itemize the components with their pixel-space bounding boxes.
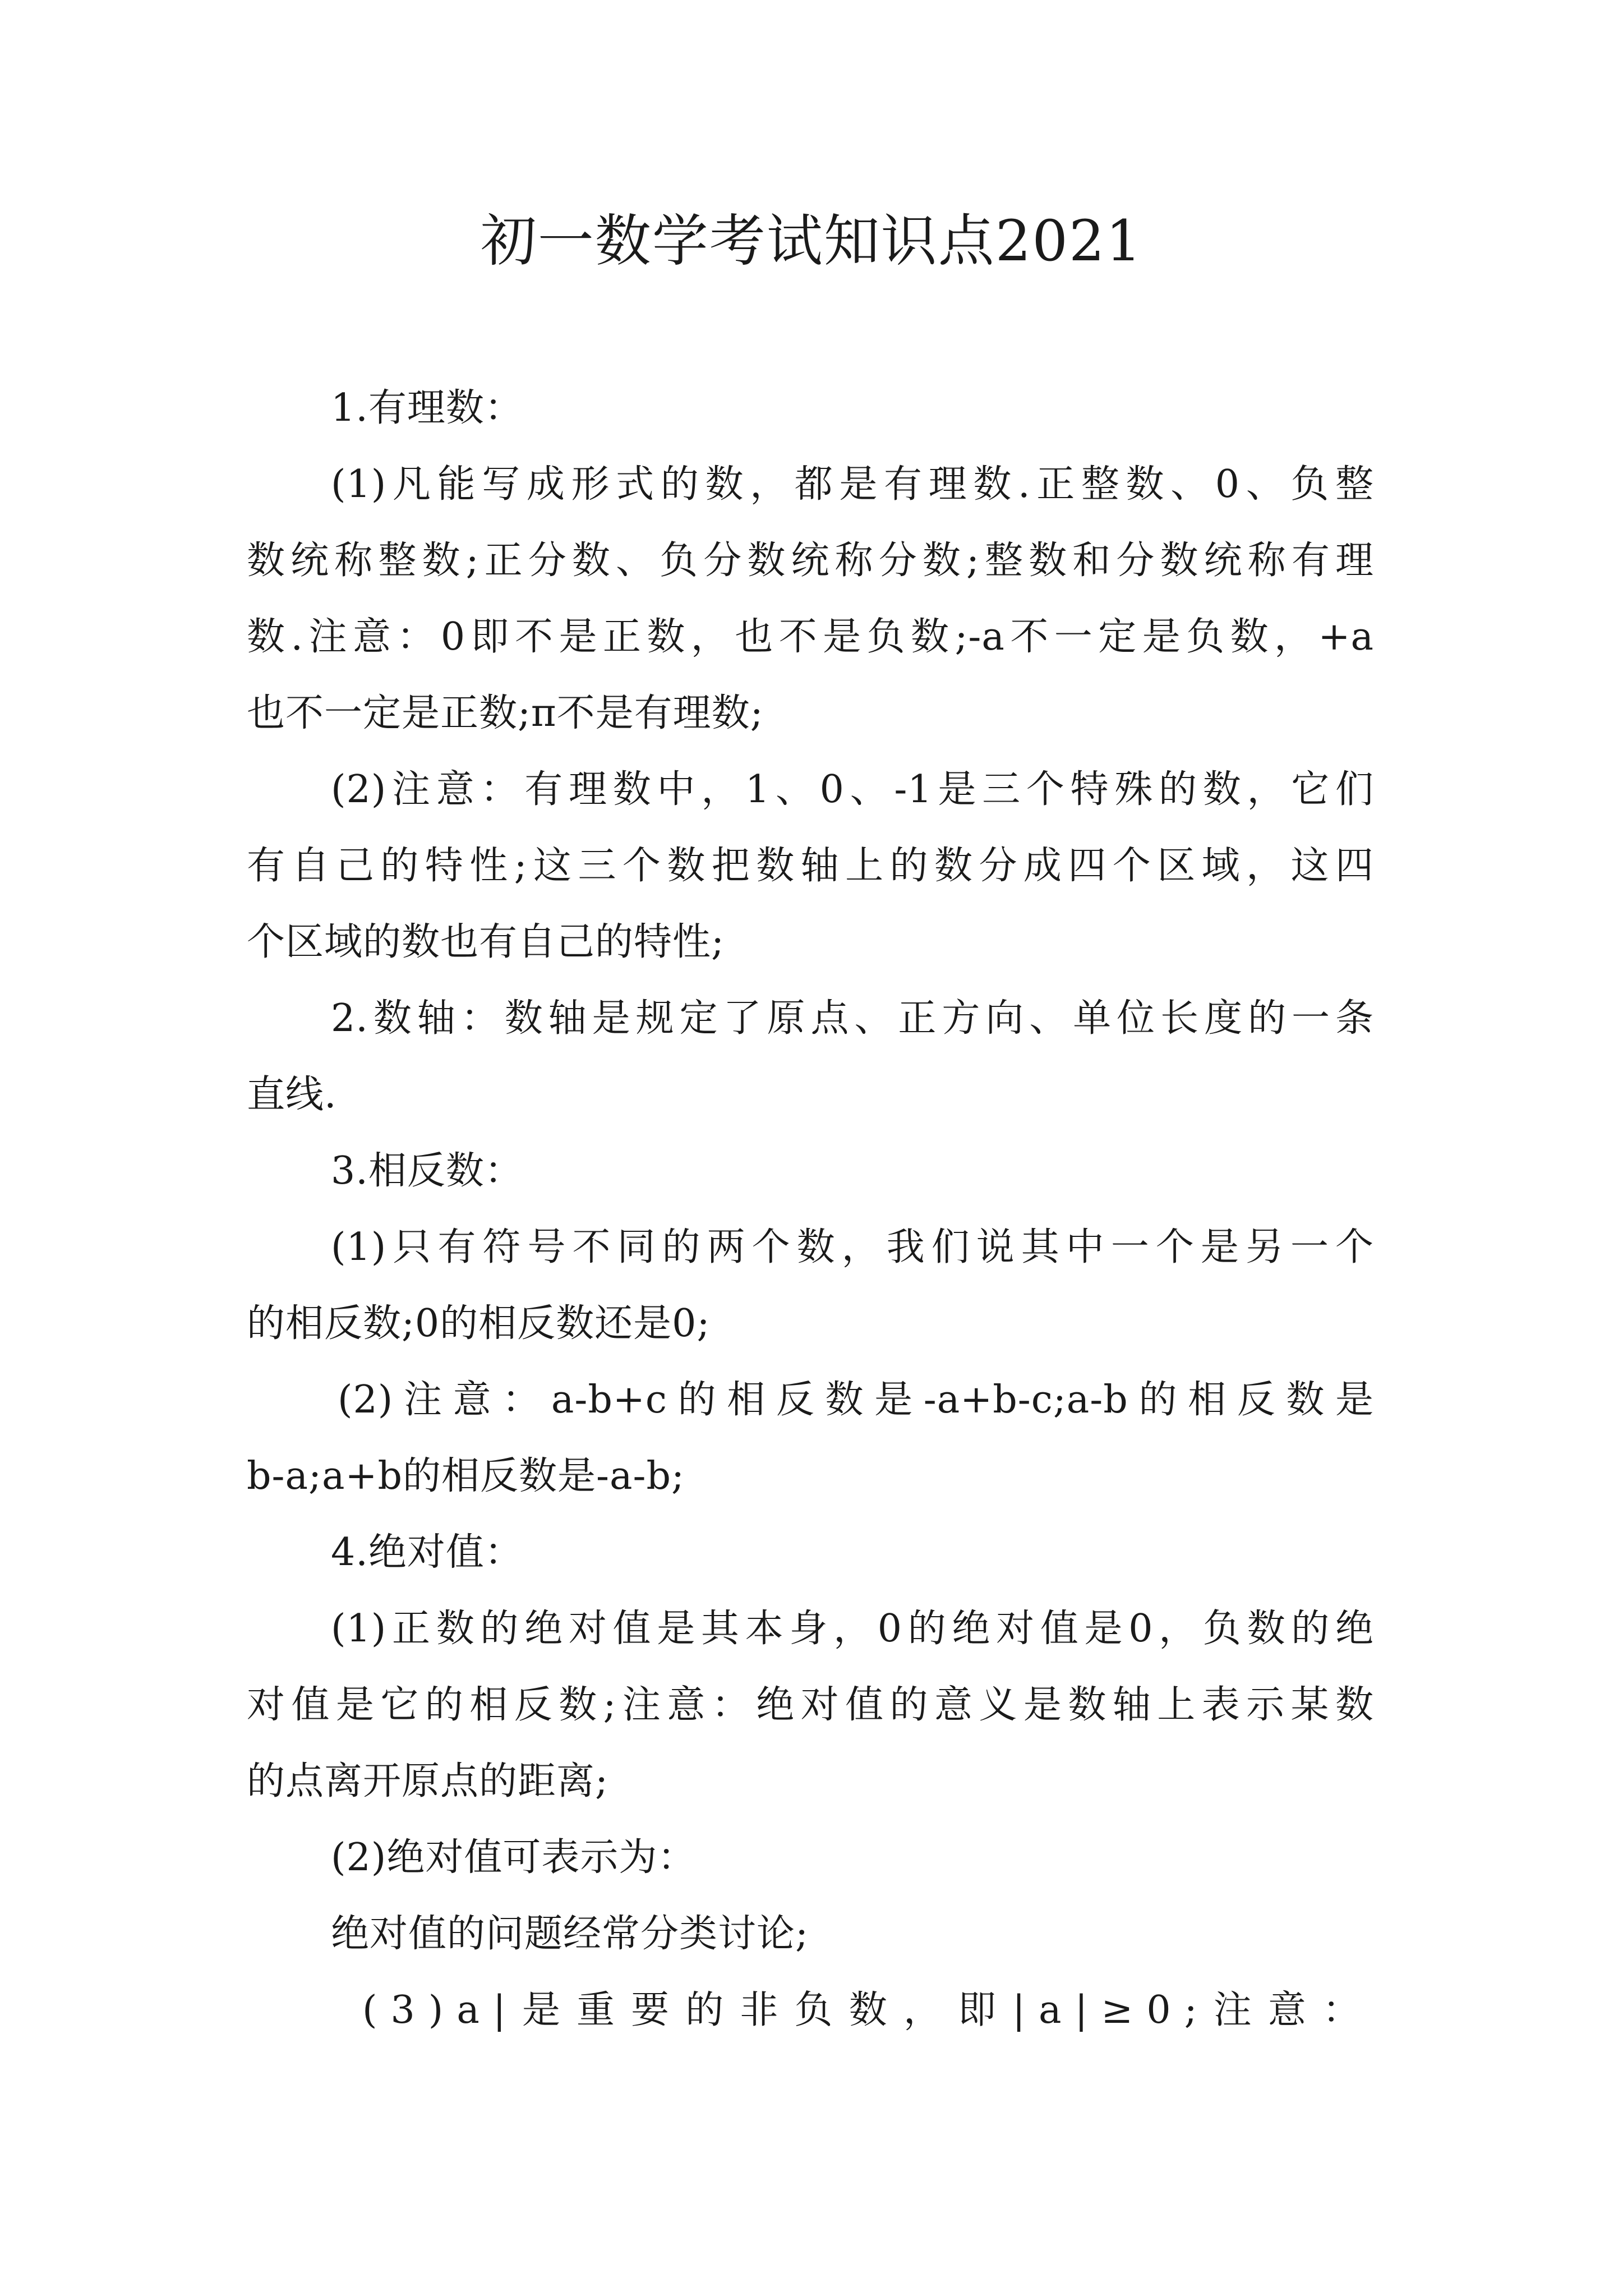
section-heading-absolute-value: 4.绝对值： bbox=[331, 1530, 523, 1575]
paragraph-line: 直线. bbox=[247, 1073, 337, 1117]
paragraph-line: (1)凡能写成形式的数，都是有理数.正整数、0、负整 bbox=[331, 462, 1374, 507]
paragraph-line: 也不一定是正数;π不是有理数; bbox=[247, 691, 764, 735]
paragraph-line: 个区域的数也有自己的特性; bbox=[247, 920, 725, 964]
section-heading-number-line: 2.数轴：数轴是规定了原点、正方向、单位长度的一条 bbox=[331, 996, 1374, 1041]
paragraph-line: (3)a|是重要的非负数，即|a|≥0;注意： bbox=[362, 1988, 1374, 2032]
section-heading-opposite-numbers: 3.相反数： bbox=[331, 1149, 523, 1193]
paragraph-line: 绝对值的问题经常分类讨论; bbox=[331, 1912, 809, 1956]
paragraph-line: 有自己的特性;这三个数把数轴上的数分成四个区域，这四 bbox=[247, 844, 1374, 888]
paragraph-line: (1)正数的绝对值是其本身，0的绝对值是0，负数的绝 bbox=[331, 1607, 1374, 1651]
paragraph-line: (2)绝对值可表示为： bbox=[331, 1835, 697, 1880]
paragraph-line: (2)注意：a-b+c的相反数是-a+b-c;a-b的相反数是 bbox=[338, 1378, 1374, 1422]
paragraph-line: (2)注意：有理数中，1、0、-1是三个特殊的数，它们 bbox=[331, 767, 1374, 812]
paragraph-line: 数.注意：0即不是正数，也不是负数;-a不一定是负数，+a bbox=[247, 615, 1374, 659]
paragraph-line: 对值是它的相反数;注意：绝对值的意义是数轴上表示某数 bbox=[247, 1683, 1374, 1727]
paragraph-line: 的点离开原点的距离; bbox=[247, 1759, 608, 1803]
section-heading-rational-numbers: 1.有理数： bbox=[331, 386, 523, 430]
paragraph-line: (1)只有符号不同的两个数，我们说其中一个是另一个 bbox=[331, 1225, 1374, 1269]
document-title: 初一数学考试知识点2021 bbox=[480, 208, 1143, 274]
document-body bbox=[247, 370, 1374, 2049]
paragraph-line: 数统称整数;正分数、负分数统称分数;整数和分数统称有理 bbox=[247, 539, 1374, 583]
paragraph-line: b-a;a+b的相反数是-a-b; bbox=[247, 1454, 685, 1498]
paragraph-line: 的相反数;0的相反数还是0; bbox=[247, 1301, 711, 1346]
